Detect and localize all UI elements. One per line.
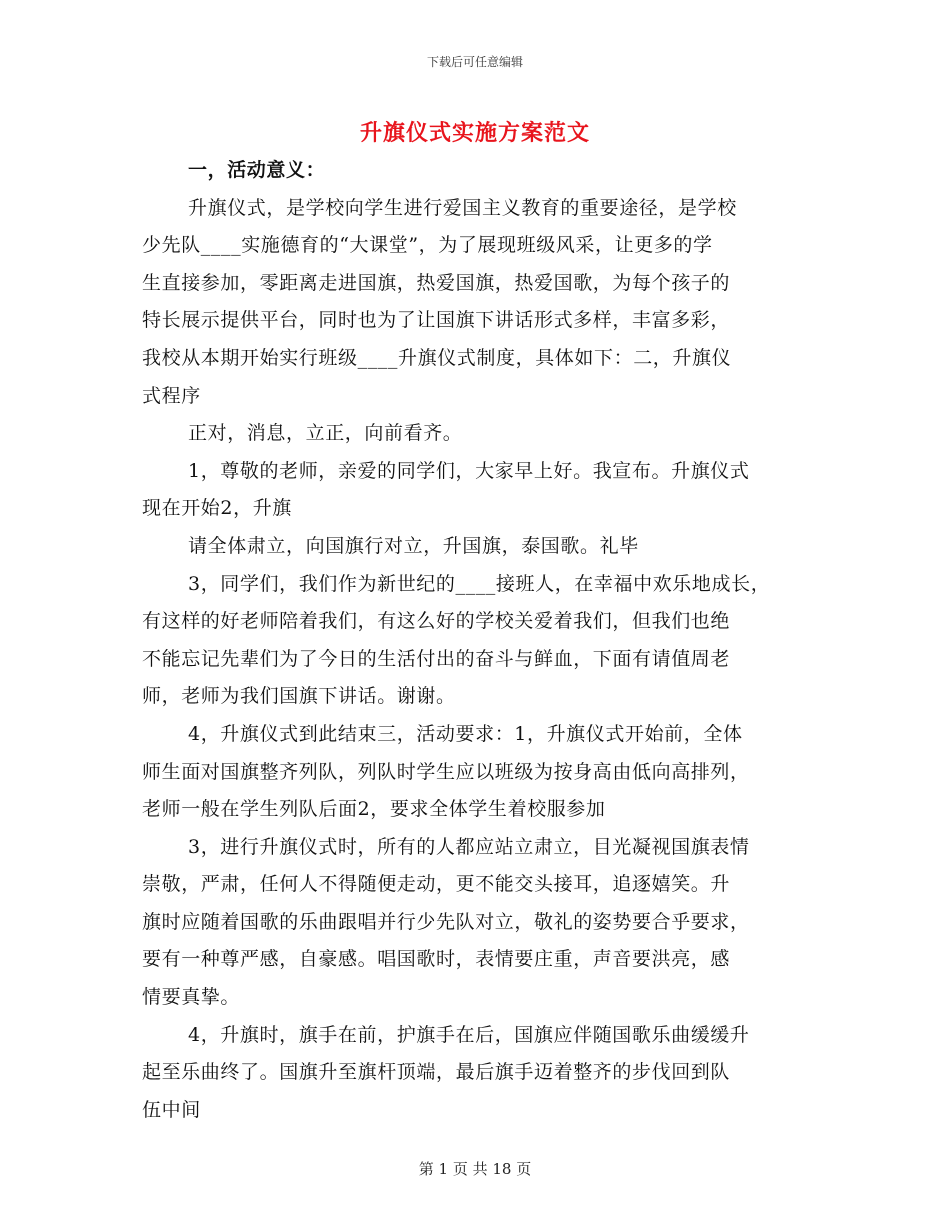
paragraph-line: 我校从本期开始实行班级____升旗仪式制度，具体如下：二，升旗仪 [142, 346, 732, 369]
paragraph-line: 3，同学们，我们作为新世纪的____接班人，在幸福中欢乐地成长， [188, 572, 771, 595]
paragraph-line: 伍中间 [142, 1098, 201, 1121]
paragraph-line: 不能忘记先辈们为了今日的生活付出的奋斗与鲜血，下面有请值周老 [142, 647, 731, 670]
paragraph-line: 特长展示提供平台，同时也为了让国旗下讲话形式多样，丰富多彩， [142, 309, 731, 332]
paragraph-line: 起至乐曲终了。国旗升至旗杆顶端，最后旗手迈着整齐的步伐回到队 [142, 1061, 731, 1084]
paragraph-line: 有这样的好老师陪着我们，有这么好的学校关爱着我们，但我们也绝 [142, 610, 731, 633]
paragraph-line: 现在开始2，升旗 [142, 497, 292, 520]
paragraph-line: 4，升旗仪式到此结束三，活动要求：1，升旗仪式开始前，全体 [188, 722, 743, 745]
document-body [142, 152, 822, 1129]
paragraph-line: 请全体肃立，向国旗行对立，升国旗，泰国歌。礼毕 [188, 534, 639, 557]
paragraph-line: 崇敬，严肃，任何人不得随便走动，更不能交头接耳，追逐嬉笑。升 [142, 873, 731, 896]
paragraph-line: 正对，消息，立正，向前看齐。 [188, 422, 463, 445]
paragraph-line: 情要真挚。 [142, 986, 241, 1009]
paragraph-line: 师，老师为我们国旗下讲话。谢谢。 [142, 685, 456, 708]
header-note: 下载后可任意编辑 [426, 55, 523, 69]
paragraph-line: 1，尊敬的老师，亲爱的同学们，大家早上好。我宣布。升旗仪式 [188, 459, 750, 482]
paragraph-line: 升旗仪式，是学校向学生进行爱国主义教育的重要途径，是学校 [188, 196, 737, 219]
paragraph-line: 老师一般在学生列队后面2，要求全体学生着校服参加 [142, 798, 606, 821]
paragraph-line: 式程序 [142, 384, 201, 407]
page-number-footer: 第 1 页 共 18 页 [418, 1160, 532, 1178]
paragraph-line: 生直接参加，零距离走进国旗，热爱国旗，热爱国歌，为每个孩子的 [142, 271, 731, 294]
paragraph-line: 少先队____实施德育的“大课堂”，为了展现班级风采，让更多的学 [142, 234, 713, 257]
paragraph-line: 师生面对国旗整齐列队，列队时学生应以班级为按身高由低向高排列， [142, 760, 750, 783]
paragraph-line: 要有一种尊严感，自豪感。唱国歌时，表情要庄重，声音要洪亮，感 [142, 948, 731, 971]
document-title: 升旗仪式实施方案范文 [359, 120, 590, 146]
paragraph-line: 旗时应随着国歌的乐曲跟唱并行少先队对立，敬礼的姿势要合乎要求， [142, 910, 750, 933]
section-heading: 一，活动意义： [188, 159, 326, 181]
paragraph-line: 4，升旗时，旗手在前，护旗手在后，国旗应伴随国歌乐曲缓缓升 [188, 1023, 750, 1046]
paragraph-line: 3，进行升旗仪式时，所有的人都应站立肃立，目光凝视国旗表情 [188, 835, 750, 858]
